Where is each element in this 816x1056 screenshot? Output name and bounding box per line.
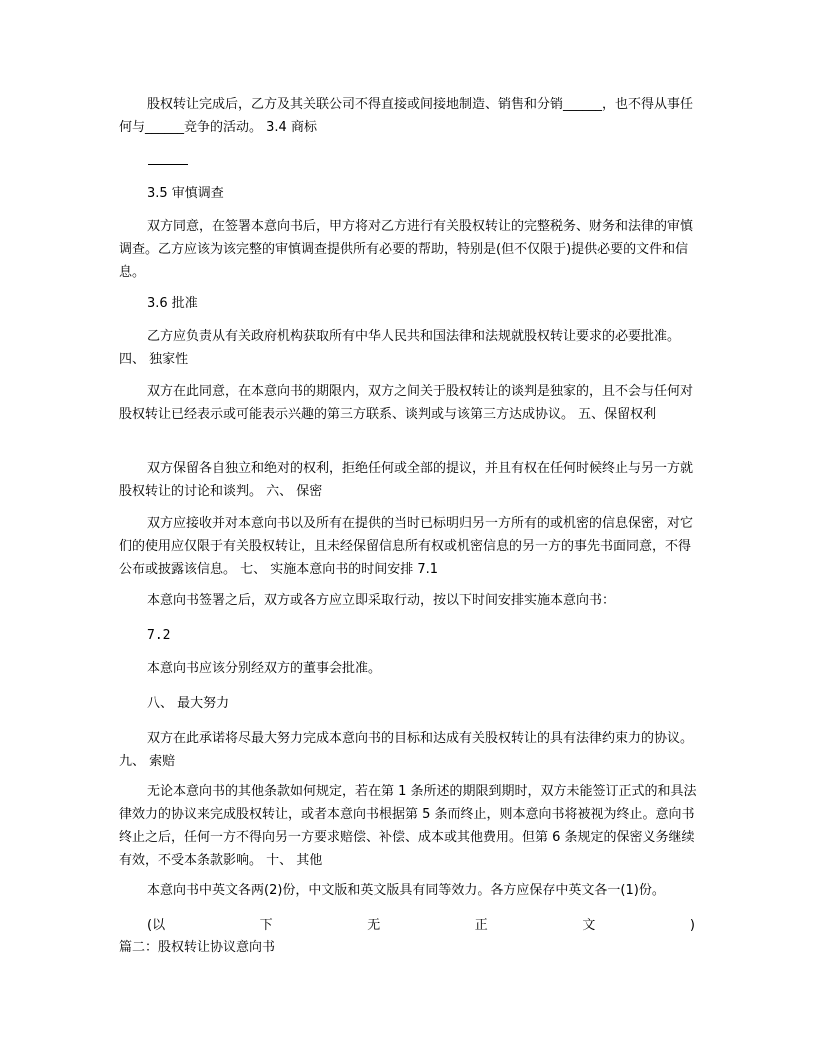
trademark-blank-line <box>148 164 188 166</box>
paragraph-confidentiality: 双方应接收并对本意向书以及所有在提供的当时已标明归另一方所有的或机密的信息保密，对它们的使用应仅限于有关股权转让，且未经保留信息所有权或机密信息的另一方的事先书面同意，不得公布或披露该信息。 七、 实施本意向书的时间安排 7.1 <box>119 516 694 577</box>
paragraph-claims: 无论本意向书的其他条款如何规定，若在第 1 条所述的期限到期时，双方未能签订正式的和具法律效力的协议来完成股权转让，或者本意向书根据第 5 条而终止，则本意向书将被视为终止。意向书终止之后，任何一方不得向另一方要求赔偿、补偿、成本或其他费用。但第 6 条规定的保密义务继续有效，不受本条款影响。 十、 其他 <box>119 784 697 868</box>
paragraph-approval: 乙方应负责从有关政府机构获取所有中华人民共和国法律和法规就股权转让要求的必要批准。 四、 独家性 <box>119 329 681 367</box>
paragraph-best-efforts: 双方在此承诺将尽最大努力完成本意向书的目标和达成有关股权转让的具有法律约束力的协议。 九、 索赔 <box>119 731 694 769</box>
spread-char: 文 <box>582 918 596 933</box>
section-number-7-2: 7.2 <box>147 628 171 643</box>
paragraph-timeline: 本意向书签署之后，双方或各方应立即采取行动，按以下时间安排实施本意向书： <box>147 593 616 608</box>
spread-char: 正 <box>474 918 488 933</box>
paragraph-reserved-rights: 双方保留各自独立和绝对的权利，拒绝任何或全部的提议，并且有权在任何时候终止与另一方就股权转让的讨论和谈判。 六、 保密 <box>119 461 694 499</box>
spread-char: (以 <box>147 918 166 933</box>
paragraph-due-diligence: 双方同意，在签署本意向书后，甲方将对乙方进行有关股权转让的完整税务、财务和法律的审慎调查。乙方应该为该完整的审慎调查提供所有必要的帮助，特别是(但不仅限于)提供必要的文件和信息。 <box>119 219 694 280</box>
paragraph-exclusivity: 双方在此同意，在本意向书的期限内，双方之间关于股权转让的谈判是独家的，且不会与任何对股权转让已经表示或可能表示兴趣的第三方联系、谈判或与该第三方达成协议。 五、保留权利 <box>119 384 694 422</box>
section-heading-due-diligence: 3.5 审慎调查 <box>147 186 224 201</box>
paragraph-board-approval: 本意向书应该分别经双方的董事会批准。 <box>147 661 382 676</box>
paragraph-copies: 本意向书中英文各两(2)份，中文版和英文版具有同等效力。各方应保存中英文各一(1)份。 <box>147 883 665 898</box>
next-article-title: 篇二：股权转让协议意向书 <box>119 940 276 955</box>
section-heading-best-efforts: 八、 最大努力 <box>147 696 230 711</box>
spread-char: ) <box>689 918 695 933</box>
paragraph-noncompete: 股权转让完成后，乙方及其关联公司不得直接或间接地制造、销售和分销______，也不得从事任何与______竞争的活动。 3.4 商标 <box>119 97 694 135</box>
spread-char: 下 <box>259 918 273 933</box>
spread-char: 无 <box>367 918 381 933</box>
section-heading-approval: 3.6 批准 <box>147 296 198 311</box>
no-more-text-line <box>147 914 695 937</box>
